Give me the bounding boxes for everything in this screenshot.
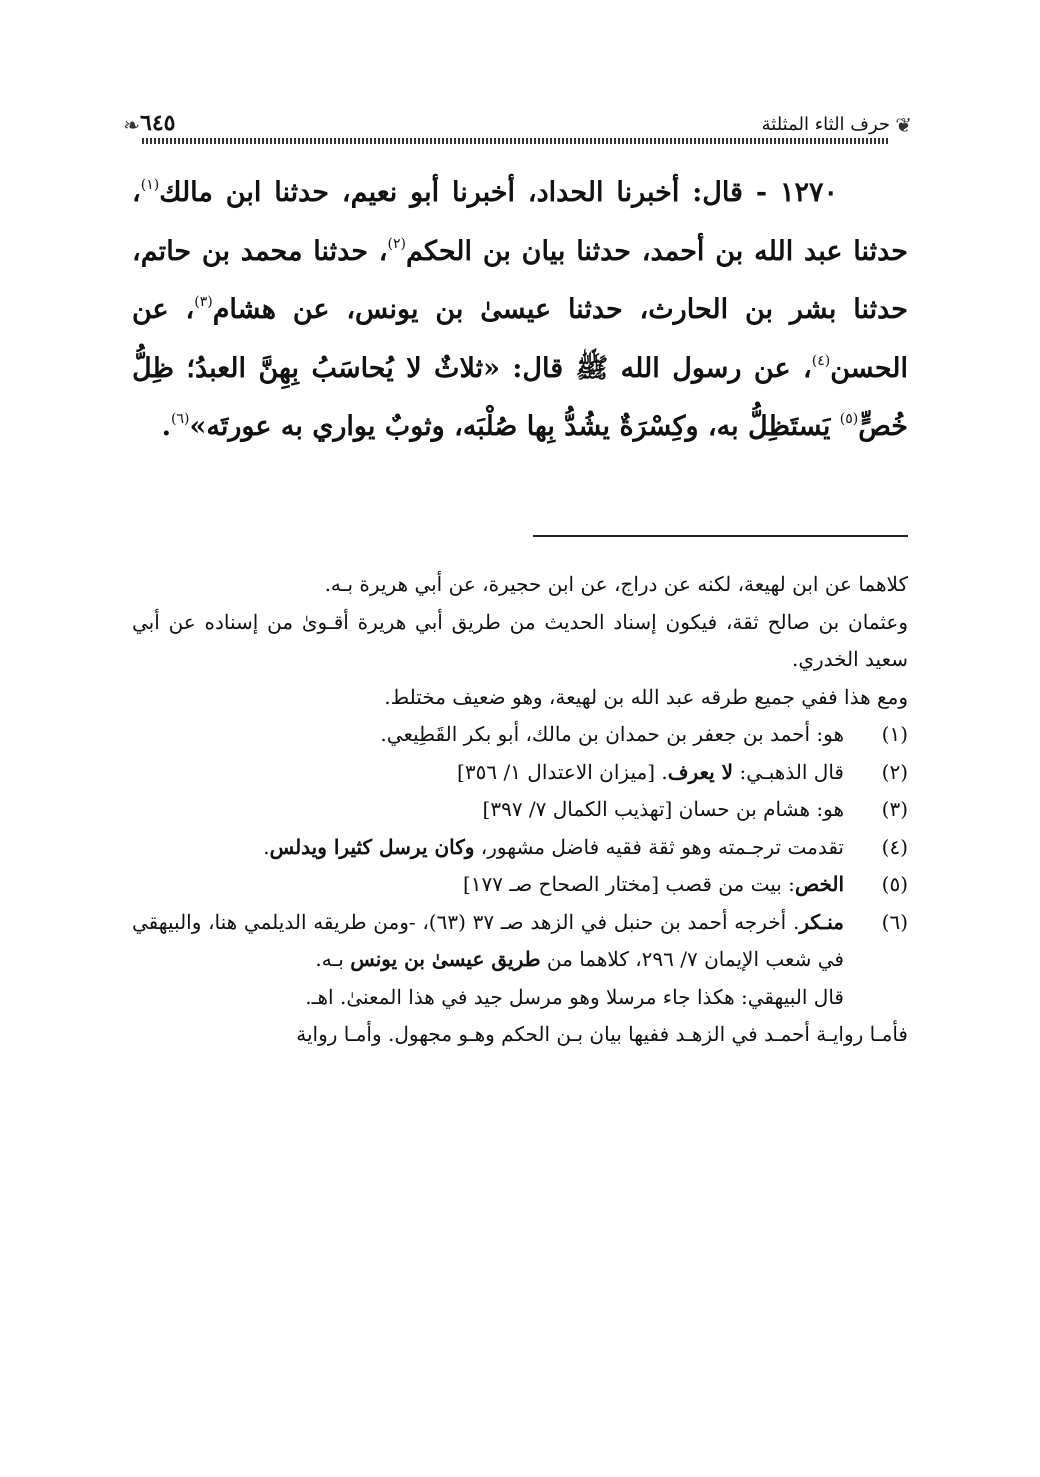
- footnote-bold: منـكر: [799, 909, 844, 934]
- footnote-continuation: كلاهما عن ابن لهيعة، لكنه عن دراج، عن ابن حجيرة، عن أبي هريرة بـه.: [324, 572, 908, 596]
- footnote-4: [132, 829, 908, 867]
- footnote-divider: [533, 535, 908, 537]
- footnote-1: [132, 716, 908, 754]
- footnote-text-part: .: [263, 834, 270, 859]
- footnote-ref-2[interactable]: (٢): [387, 235, 406, 252]
- isnad-text: ، حدثنا محمد بن حاتم، حدثنا بشر بن الحارث، حدثنا عيسىٰ بن يونس، عن هشام: [132, 235, 908, 325]
- footnote-text: [132, 791, 844, 829]
- footnote-text: [132, 866, 844, 904]
- footnote-ref-1[interactable]: (١): [140, 177, 160, 193]
- footnote-continuation: وعثمان بن صالح ثقة، فيكون إسناد الحديث من طريق أبي هريرة أقـوىٰ من إسناده عن أبي سعيد الخدري.: [132, 609, 908, 671]
- footnote-5: [132, 866, 908, 904]
- flourish-ornament-icon: ❧: [123, 113, 140, 137]
- isnad-text: .: [161, 411, 172, 442]
- hadith-paragraph: [132, 164, 908, 457]
- footnotes: [132, 566, 908, 1054]
- main-text: [132, 164, 908, 457]
- page-number: ٦٤٥: [140, 110, 176, 136]
- hadith-matn: «ثلاثٌ لا يُحاسَبُ بِهِنَّ العبدُ؛ ظِلُّ خُصٍّ: [132, 352, 908, 442]
- footnote-bold: الخص: [794, 872, 844, 896]
- header-rule: [142, 138, 888, 144]
- isnad-text: - قال: أخبرنا الحداد، أخبرنا أبو نعيم، حدثنا ابن مالك: [159, 177, 780, 208]
- hadith-matn: يَستَظِلُّ به، وكِسْرَةٌ يشُدُّ بِها صُلْبَه، وثوبٌ يواري به عورتَه»: [189, 411, 840, 442]
- footnote-text-part: تقدمت ترجـمته وهو ثقة فقيه فاضل مشهور،: [474, 834, 844, 859]
- flourish-ornament-icon: ❦: [895, 113, 912, 137]
- footnote-text-part: : بيت من قصب [مختار الصحاح صـ ١٧٧]: [462, 872, 795, 896]
- footnote-ref-5[interactable]: (٥): [839, 411, 859, 427]
- isnad-text: ، عن رسول الله ﷺ قال:: [499, 352, 812, 384]
- running-header: [118, 104, 912, 144]
- footnote-text-part: هو: هشام بن حسان [تهذيب الكمال ٧/ ٣٩٧]: [482, 797, 844, 821]
- footnote-text-part: بـه.: [315, 947, 351, 971]
- footnote-text-part: هو: أحمد بن جعفر بن حمدان بن مالك، أبو بكر القَطِيعي.: [380, 722, 844, 746]
- footnote-number: (٥): [881, 872, 908, 896]
- hadith-number: ١٢٧٠: [779, 177, 838, 208]
- footnote-3: [132, 791, 908, 829]
- footnote-continuation: قال البيهقي: هكذا جاء مرسلا وهو مرسل جيد في هذا المعنىٰ. اهـ.: [305, 984, 844, 1009]
- footnote-text-part: . [ميزان الاعتدال ١/ ٣٥٦]: [457, 759, 668, 784]
- footnote-text: [132, 754, 844, 792]
- footnote-number: (٣): [881, 797, 908, 821]
- footnote-number: (٢): [881, 759, 908, 784]
- footnote-bold: وكان يرسل كثيرا ويدلس: [269, 834, 475, 859]
- footnote-number: (٤): [881, 834, 908, 859]
- footnote-ref-6[interactable]: (٦): [171, 411, 190, 427]
- footnote-bold: طريق عيسىٰ بن يونس: [350, 947, 541, 971]
- isnad-text: ، حدثنا عبد الله بن أحمد، حدثنا بيان بن الحكم: [132, 177, 909, 267]
- footnote-2: [132, 754, 908, 792]
- footnote-bold: لا يعرف: [667, 759, 734, 784]
- footnote-6: [132, 904, 908, 979]
- footnote-number: (٦): [881, 909, 908, 934]
- footnote-text-part: قال الذهبـي:: [733, 759, 844, 784]
- footnote-continuation: فأمـا روايـة أحمـد في الزهـد ففيها بيان بـن الحكم وهـو مجهول. وأمـا رواية: [296, 1022, 908, 1046]
- footnote-text: [132, 716, 844, 754]
- footnote-continuation: ومع هذا ففي جميع طرقه عبد الله بن لهيعة، وهو ضعيف مختلط.: [384, 684, 908, 709]
- footnote-text: [132, 904, 844, 979]
- footnote-text: [132, 829, 844, 867]
- footnote-ref-4[interactable]: (٤): [811, 352, 831, 369]
- chapter-title: حرف الثاء المثلثة: [761, 114, 890, 135]
- footnote-text-part: . أخرجه أحمد بن حنبل في الزهد صـ ٣٧ (٦٣)، -ومن طريقه الديلمي هنا، والبيهقي في شعب الإيمان ٧/ ٢٩٦، كلاهما من: [132, 909, 844, 971]
- footnote-ref-3[interactable]: (٣): [194, 294, 213, 310]
- footnote-number: (١): [881, 722, 908, 746]
- isnad-text: ، عن الحسن: [132, 294, 908, 384]
